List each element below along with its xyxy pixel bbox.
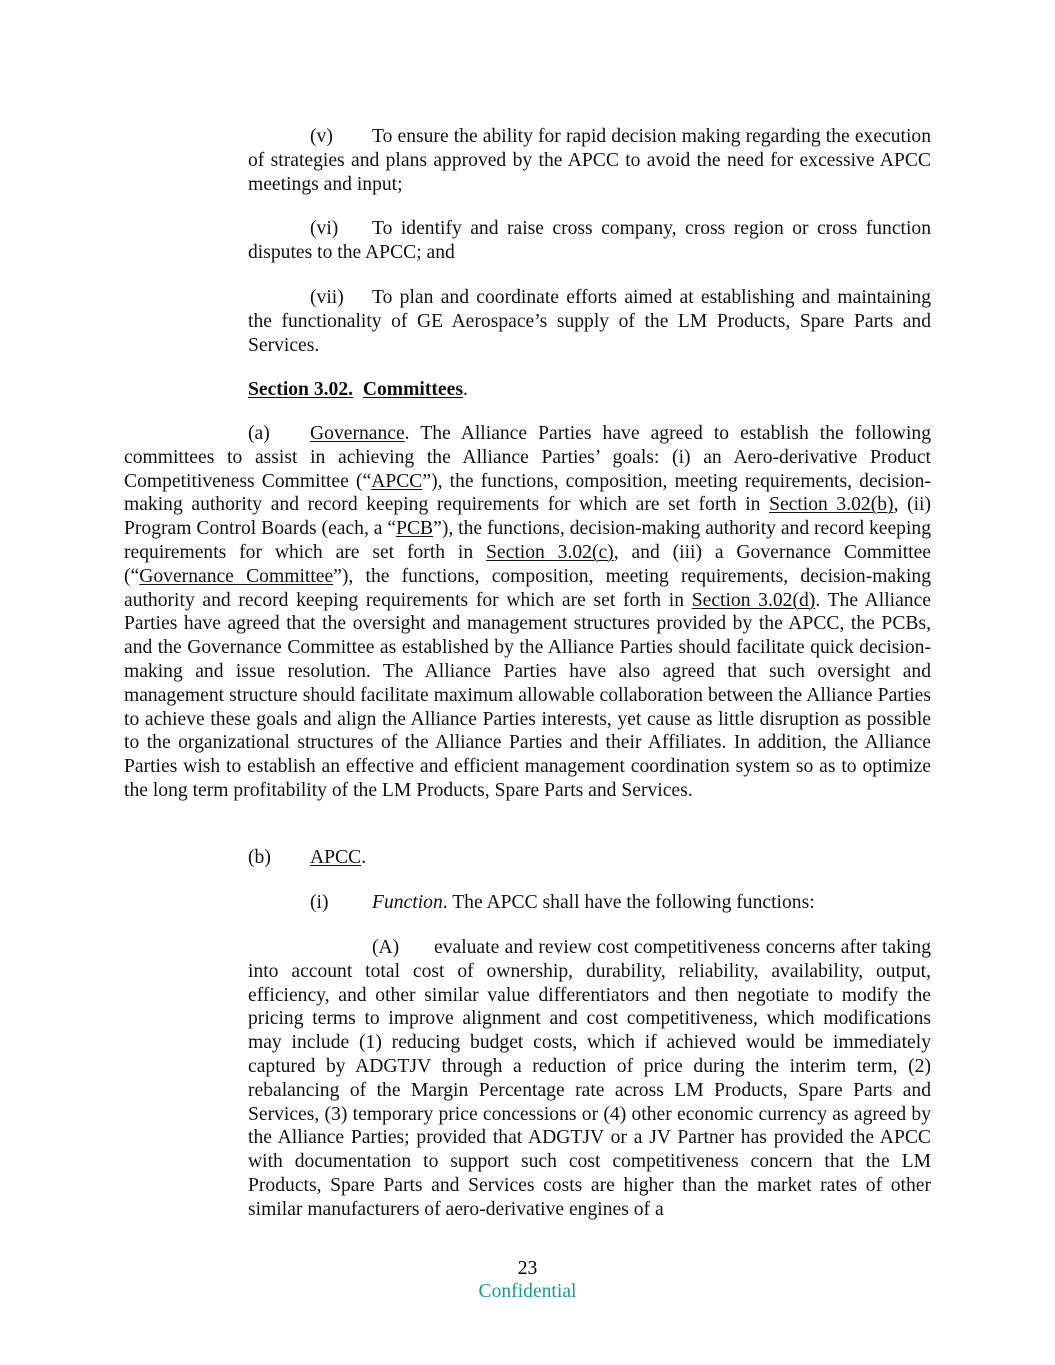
section-reference-link[interactable]: Section 3.02(b) <box>769 494 894 516</box>
apcc-heading: (b) APCC. <box>248 847 367 868</box>
apcc-title: APCC <box>310 847 362 868</box>
paragraph-label: (a) <box>248 423 270 444</box>
paragraph-label: (A) <box>372 937 400 958</box>
section-heading: Section 3.02. Committees. <box>248 379 468 400</box>
governance-heading: Governance <box>310 423 405 444</box>
paragraph-text: To identify and raise cross company, cross region or cross function disputes to the APCC; and <box>248 218 931 263</box>
paragraph-v <box>248 125 931 196</box>
section-number: Section 3.02. <box>248 379 354 400</box>
paragraph-vii <box>248 286 931 357</box>
governance-committee-term: Governance Committee <box>139 565 334 587</box>
pcb-term: PCB <box>396 518 434 540</box>
confidential-label: Confidential <box>478 1281 577 1302</box>
section-reference-link[interactable]: Section 3.02(d) <box>691 589 816 611</box>
paragraph-text: To ensure the ability for rapid decision making regarding the execution of strategies and plans approved by the APCC to avoid the need for excessive APCC meetings and input; <box>248 126 931 195</box>
paragraph-text: To plan and coordinate efforts aimed at establishing and maintaining the functionality of GE Aerospace’s supply of the LM Products, Spare Parts and Services. <box>248 287 931 356</box>
paragraph-label: (vi) <box>310 218 339 239</box>
item-a <box>248 936 931 1222</box>
paragraph-label: (vii) <box>310 287 344 308</box>
paragraph-text: evaluate and review cost competitiveness concerns after taking into account total cost of ownership, durability, reliability, availability, output, efficiency, and other similar value differentiators and then negotiate to modify the pricing terms to improve alignment and cost competitiveness, which modifications may include (1) reducing budget costs, which if achieved would be immediately captured by ADGTJV through a reduction of price during the interim term, (2) rebalancing of the Margin Percentage rate across LM Products, Spare Parts and Services, (3) temporary price concessions or (4) other economic currency as agreed by the Alliance Parties; provided that ADGTJV or a JV Partner has provided the APCC with documentation to support such cost competitiveness concern that the LM Products, Spare Parts and Services costs are higher than the market rates of other similar manufacturers of aero-derivative engines of a <box>248 937 931 1220</box>
page-number: 23 <box>517 1258 538 1279</box>
paragraph-label: (v) <box>310 126 333 147</box>
governance-paragraph: (a) Governance. The Alliance Parties have agreed to establish the following committees to assist in achieving the Alliance Parties’ goals: (i) an Aero-derivative Product Competitiveness Committee (“APCC”), the functions, composition, meeting requirements, decision-making authority and record keeping requirements for which are set forth in Section 3.02(b), (ii) Program Control Boards (each, a “PCB”), the functions, decision-making authority and record keeping requirements for which are set forth in Section 3.02(c), and (iii) a Governance Committee (“Governance Committee”), the functions, composition, meeting requirements, decision-making authority and record keeping requirements for which are set forth in Section 3.02(d). The Alliance Parties have agreed that the oversight and management structures provided by the APCC, the PCBs, and the Governance Committee as established by the Alliance Parties should facilitate quick decision-making and issue resolution. The Alliance Parties have also agreed that such oversight and management structure should facilitate maximum allowable collaboration between the Alliance Parties to achieve these goals and align the Alliance Parties interests, yet cause as little disruption as possible to the organizational structures of the Alliance Parties and their Affiliates. In addition, the Alliance Parties wish to establish an effective and efficient management coordination system so as to optimize the long term profitability of the LM Products, Spare Parts and Services. <box>124 423 932 801</box>
section-reference-link[interactable]: Section 3.02(c) <box>486 541 614 563</box>
function-title: Function <box>372 892 443 913</box>
paragraph-label: (b) <box>248 847 271 868</box>
paragraph-vi <box>248 217 931 265</box>
paragraph-label: (i) <box>310 892 329 913</box>
function-item: (i) Function. The APCC shall have the following functions: <box>310 892 815 913</box>
section-title: Committees <box>362 379 463 400</box>
apcc-term: APCC <box>371 470 423 492</box>
